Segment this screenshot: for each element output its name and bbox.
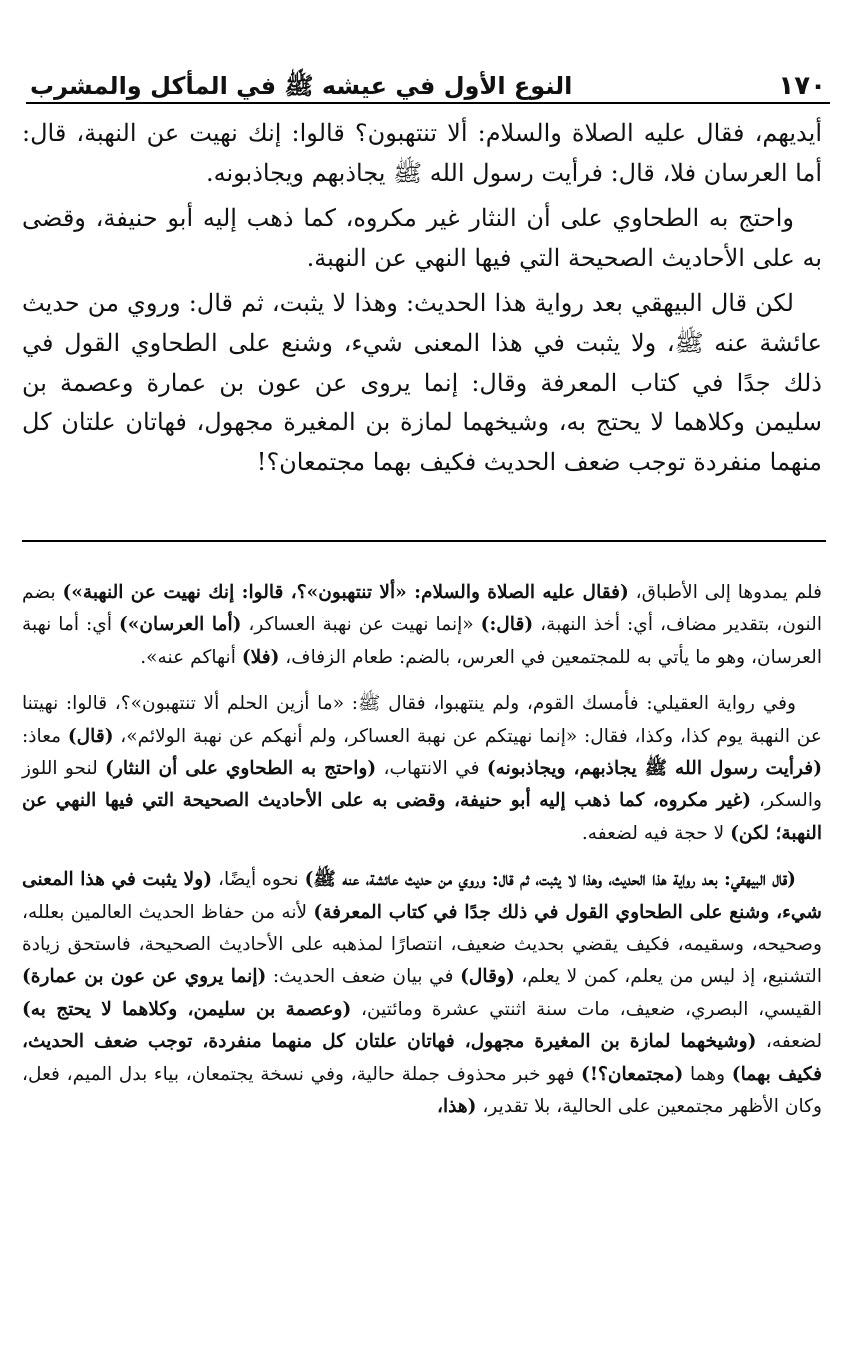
- commentary-text: في الانتهاب،: [376, 758, 487, 780]
- quoted-text: (فلا): [241, 646, 280, 668]
- quoted-text: (وعصمة بن سليمن، وكلاهما لا يحتج به): [22, 998, 352, 1020]
- commentary-text: بضم النون، بتقدير مضاف، أي: أخذ النهبة،: [22, 582, 822, 636]
- main-paragraph-1: أيديهم، فقال عليه الصلاة والسلام: ألا تنتهبون؟ قالوا: إنك نهيت عن النهبة، قال: أما العرسان فلا، قال: فرأيت رسول الله ﷺ يجاذبهم ويجاذبونه.: [22, 119, 822, 187]
- quoted-text: (قال البيهقي: بعد رواية هذا الحديث، وهذا لا يثبت، ثم قال: وروي من حديث عائشة، عنه ﷺ): [304, 869, 796, 891]
- commentary-text: أنهاكم عنه».: [140, 646, 242, 668]
- commentary-text: وهما: [683, 1063, 732, 1085]
- quoted-text: (فقال عليه الصلاة والسلام: «ألا تنتهبون»؟، قالوا: إنك نهيت عن النهبة»): [62, 582, 629, 603]
- running-title: النوع الأول في عيشه ﷺ في المأكل والمشرب: [30, 72, 573, 100]
- commentary-text: القيسي، البصري، ضعيف، مات سنة اثنتي عشرة ومائتين،: [351, 998, 822, 1020]
- main-text: [22, 114, 822, 482]
- page-number: ١٧٠: [778, 71, 826, 101]
- commentary-text: لا حجة فيه لضعفه.: [581, 822, 731, 844]
- commentary-text: فهو خبر محذوف جملة حالية، وفي نسخة يجتمعان، بياء بدل الميم، فعل، وكان الأظهر مجتمعين على الحالية، بلا تقدير،: [22, 1063, 822, 1118]
- commentary-text: لنحو اللوز والسكر،: [22, 758, 822, 812]
- main-paragraph-3: لكن قال البيهقي بعد رواية هذا الحديث: وهذا لا يثبت، ثم قال: وروي من حديث عائشة عنه ﷺ، ولا يثبت في هذا المعنى شيء، وشنع على الطحاوي القول في ذلك جدًا في كتاب المعرفة وقال: إنما يروى عن عون بن عمارة وعصمة بن سليمن وكلاهما لا يحتج به، وشيخهما لمازة بن المغيرة مجهول، فهاتان علتان كل منهما منفردة توجب ضعف الحديث فكيف بهما مجتمعان؟!: [22, 289, 822, 476]
- commentary-paragraph-1: [22, 577, 822, 674]
- commentary-text: أي: أما نهبة العرسان، وهو ما يأتي به للمجتمعين في العرس، بالضم: طعام الزفاف،: [22, 614, 822, 668]
- quoted-text: (مجتمعان؟!): [581, 1063, 684, 1085]
- section-divider: [22, 540, 826, 542]
- commentary-text: فلم يمدوها إلى الأطباق،: [628, 582, 822, 603]
- commentary-paragraph-3: [22, 864, 822, 1123]
- page-header: [30, 52, 826, 104]
- quoted-text: (أما العرسان»): [118, 614, 242, 636]
- quoted-text: (قال:): [480, 614, 534, 636]
- quoted-text: (غير مكروه، كما ذهب إليه أبو حنيفة، وقضى به على الأحاديث الصحيحة التي فيها النهي عن النهبة؛ لكن): [22, 790, 822, 844]
- quoted-text: (إنما يروي عن عون بن عمارة): [22, 966, 267, 988]
- quoted-text: (واحتج به الطحاوي على أن النثار): [105, 758, 377, 780]
- quoted-text: (وشيخهما لمازة بن المغيرة مجهول، فهاتان علتان كل منهما منفردة، توجب ضعف الحديث، فكيف بهما): [22, 1031, 822, 1085]
- commentary-paragraph-2: [22, 688, 822, 850]
- main-paragraph-2: واحتج به الطحاوي على أن النثار غير مكروه، كما ذهب إليه أبو حنيفة، وقضى به على الأحاديث الصحيحة التي فيها النهي عن النهبة.: [22, 204, 822, 272]
- quoted-text: (هذا،: [436, 1096, 477, 1118]
- commentary-text: لأنه من حفاظ الحديث العالمين بعلله، وصحيحه، وسقيمه، فكيف يقضي بحديث ضعيف، انتصارًا لمذهبه على الأحاديث الصحيحة، فاستحق زيادة التشنيع، إذ ليس من يعلم، كمن لا يعلم،: [22, 901, 822, 988]
- quoted-text: (قال): [67, 725, 114, 747]
- commentary-text: «إنما نهيت عن نهبة العساكر،: [241, 614, 481, 636]
- quoted-text: (فرأيت رسول الله ﷺ يجاذبهم، ويجاذبونه): [486, 758, 822, 780]
- commentary-text: نحوه أيضًا،: [212, 869, 305, 891]
- commentary-text: في بيان ضعف الحديث:: [266, 966, 461, 988]
- commentary-text: لضعفه،: [756, 1031, 822, 1053]
- quoted-text: (ولا يثبت في هذا المعنى شيء، وشنع على الطحاوي القول في ذلك جدًا في كتاب المعرفة): [22, 869, 822, 923]
- quoted-text: (وقال): [460, 966, 515, 988]
- header-rule: [26, 102, 830, 104]
- commentary-text: معاذ:: [22, 725, 68, 747]
- commentary-text: وفي رواية العقيلي: فأمسك القوم، ولم ينتهبوا، فقال ﷺ: «ما أزين الحلم ألا تنتهبون»؟، قالوا: نهيتنا عن النهبة يوم كذا، وكذا، فقال: «إنما نهيتكم عن نهبة العساكر، ولم أنهكم عن نهبة الولائم»،: [22, 693, 822, 747]
- commentary: [22, 577, 822, 1124]
